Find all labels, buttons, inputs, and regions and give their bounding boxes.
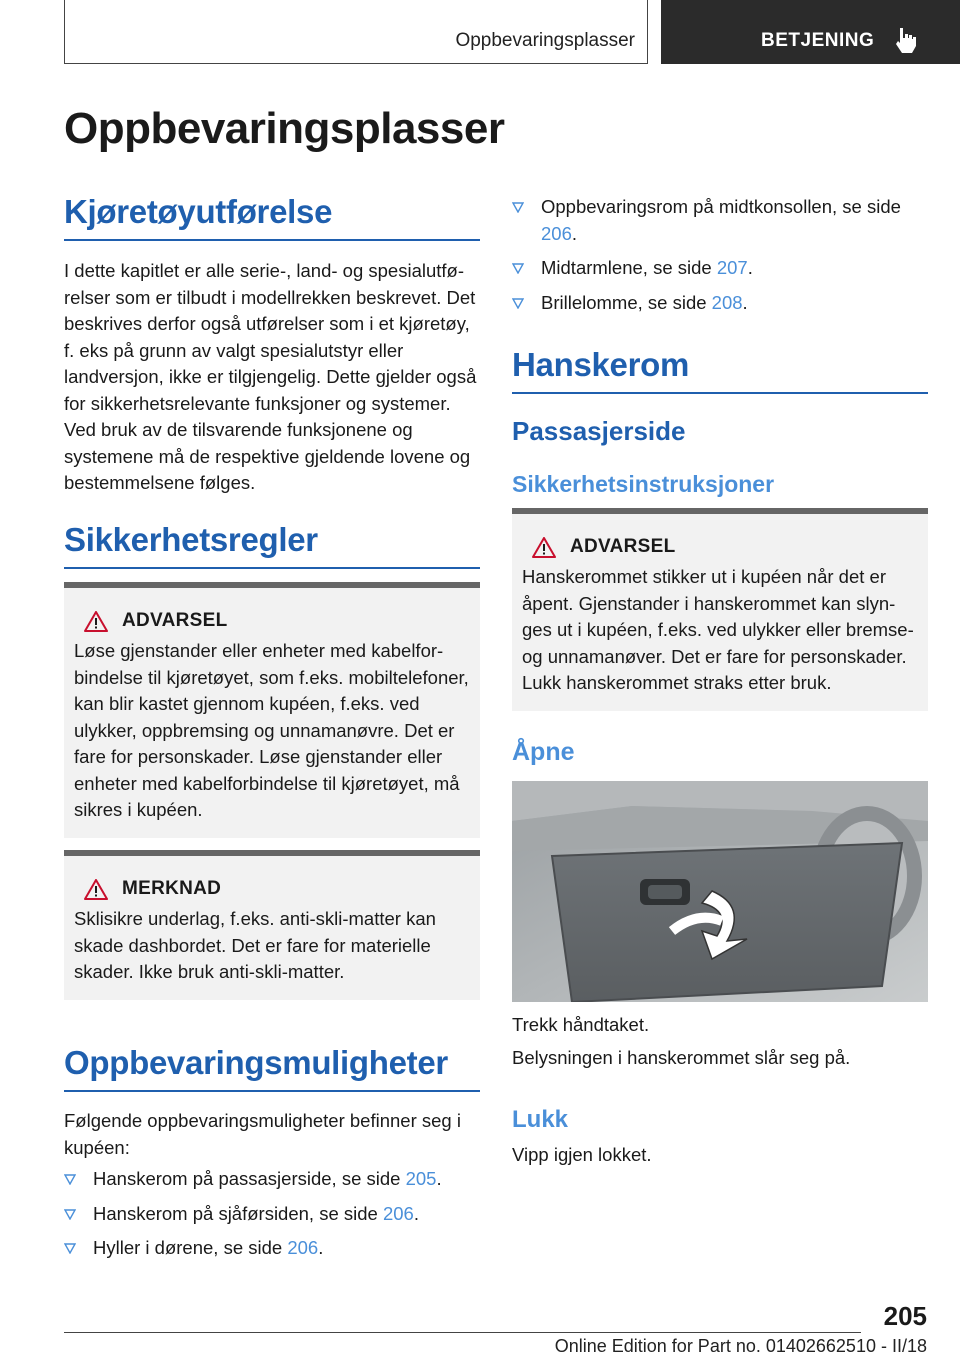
list-item: Hanskerom på sjåførsiden, se side 206. bbox=[64, 1201, 480, 1228]
list-item: Hyller i dørene, se side 206. bbox=[64, 1235, 480, 1262]
footer-edition: Online Edition for Part no. 01402662510 - II/18 bbox=[554, 1336, 927, 1356]
warning-triangle-icon bbox=[84, 611, 108, 632]
glovebox-photo bbox=[512, 781, 928, 1002]
notice-text: Sklisikre underlag, f.eks. anti-skli-matter kan skade dashbordet. Det er fare for materielle skader. Ikke bruk anti-skli-matter. bbox=[74, 908, 436, 982]
list-item: Midtarmlene, se side 207. bbox=[512, 255, 928, 282]
heading-kjoretoyutforelse: Kjøretøyutførelse bbox=[64, 193, 480, 241]
bullet-triangle-icon bbox=[512, 298, 524, 309]
open-step-1: Trekk håndtaket. bbox=[512, 1014, 650, 1035]
page-link[interactable]: 205 bbox=[405, 1168, 437, 1189]
warning-triangle-icon bbox=[84, 879, 108, 900]
header-chapter-tab bbox=[661, 0, 960, 64]
close-text: Vipp igjen lokket. bbox=[512, 1144, 652, 1165]
bullet-triangle-icon bbox=[64, 1243, 76, 1254]
page-link[interactable]: 206 bbox=[287, 1237, 319, 1258]
bullet-triangle-icon bbox=[512, 263, 524, 274]
page-title: Oppbevaringsplasser bbox=[64, 104, 505, 153]
page-link[interactable]: 208 bbox=[711, 291, 743, 313]
warning-box-glovebox bbox=[512, 508, 928, 711]
footer-divider bbox=[64, 1332, 861, 1333]
page-link[interactable]: 206 bbox=[382, 1202, 414, 1224]
storage-list-left bbox=[64, 1166, 480, 1270]
warning-text: Løse gjenstander eller enheter med kabelforbindelse til kjøretøyet, som f.eks. mobiltelefoner, kan blir kastet gjennom kupéen, f.eks. ved ulykker, oppbremsing og unnamanøvre. Det er fare for personskader. Løse gjenstander eller enheter med kabelforbindelse til kjøretøyet, må sikres i kupéen. bbox=[74, 640, 469, 820]
notice-header bbox=[84, 878, 470, 900]
notice-label: MERKNAD bbox=[122, 878, 222, 899]
heading-sikkerhetsinstruksjoner: Sikkerhetsinstruksjoner bbox=[512, 471, 775, 497]
warning-label: ADVARSEL bbox=[570, 536, 676, 557]
warning-text: Hanskerommet stikker ut i kupéen når det er åpent. Gjenstander i hanskerommet kan slynges ut i kupéen, f.eks. ved ulykker eller bremse- og unnamanøver. Det er fare for personskader. Lukk hanskerommet straks etter bruk. bbox=[522, 566, 914, 693]
warning-header bbox=[84, 610, 470, 632]
pointing-hand-icon bbox=[894, 26, 918, 54]
kjoretoy-text: I dette kapitlet er alle serie-, land- og spesialutførelser som er tilbudt i modellrekken beskrevet. Det beskrives derfor også utførelser som i et kjøretøy, f. eks på grunn av valgt spesialutstyr eller landversjon, ikke er tilgjengelig. Dette gjelder også for sikkerhetsrelevante funksjoner og systemer. Ved bruk av de tilsvarende funksjonene og systemene må de respektive gjeldende lovene og bestemmelsene følges. bbox=[64, 260, 477, 493]
page-number: 205 bbox=[883, 1301, 927, 1331]
bullet-triangle-icon bbox=[64, 1209, 76, 1220]
warning-triangle-icon bbox=[532, 537, 556, 558]
heading-oppbevaringsmuligheter: Oppbevaringsmuligheter bbox=[64, 1044, 480, 1092]
heading-lukk: Lukk bbox=[512, 1106, 569, 1133]
page-link[interactable]: 207 bbox=[716, 257, 748, 278]
list-item: Brillelomme, se side 208. bbox=[512, 290, 928, 317]
heading-passasjerside: Passasjerside bbox=[512, 416, 686, 446]
notice-box-anti-slip bbox=[64, 850, 480, 1000]
heading-apne: Åpne bbox=[512, 738, 575, 766]
header-chapter-label: BETJENING bbox=[761, 30, 875, 51]
muligheter-intro: Følgende oppbevaringsmuligheter befinner seg i kupéen: bbox=[64, 1110, 461, 1158]
heading-sikkerhetsregler: Sikkerhetsregler bbox=[64, 521, 480, 569]
warning-label: ADVARSEL bbox=[122, 610, 228, 631]
list-item: Oppbevaringsrom på midtkonsollen, se side 206. bbox=[512, 194, 928, 247]
page-link[interactable]: 206 bbox=[541, 222, 572, 244]
header-section-box bbox=[64, 0, 648, 64]
list-item: Hanskerom på passasjerside, se side 205. bbox=[64, 1166, 480, 1193]
header-section-title: Oppbevaringsplasser bbox=[455, 30, 635, 51]
bullet-triangle-icon bbox=[512, 202, 524, 213]
heading-hanskerom: Hanskerom bbox=[512, 346, 928, 394]
warning-box-loose-objects bbox=[64, 582, 480, 838]
bullet-triangle-icon bbox=[64, 1174, 76, 1185]
storage-list-right bbox=[512, 194, 928, 324]
glovebox-illustration bbox=[512, 781, 928, 1002]
warning-header bbox=[532, 536, 918, 558]
open-step-2: Belysningen i hanskerommet slår seg på. bbox=[512, 1047, 851, 1068]
